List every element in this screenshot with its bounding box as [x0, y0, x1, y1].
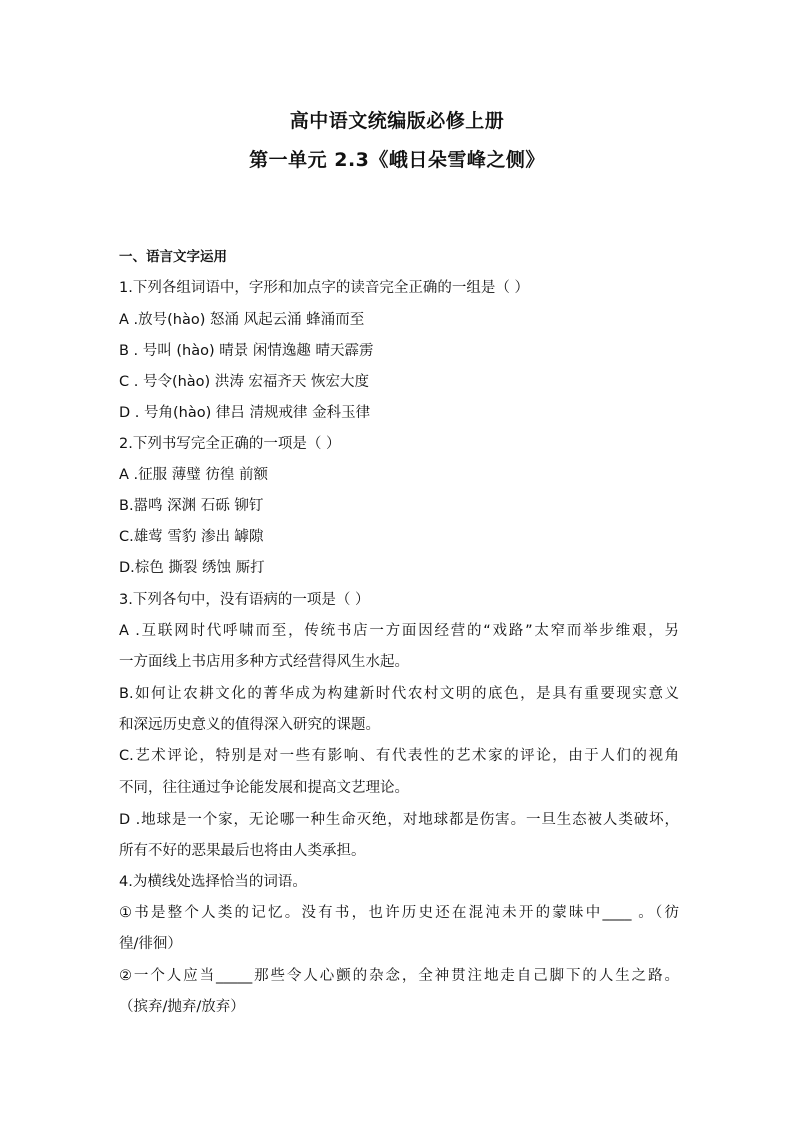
question-1-option-d: D . 号角(hào) 律吕 清规戒律 金科玉律: [119, 405, 371, 421]
question-1-option-b: B . 号叫 (hào) 晴景 闲情逸趣 晴天霹雳: [119, 343, 374, 359]
document-title: 高中语文统编版必修上册: [289, 110, 505, 132]
question-3-stem: 3.下列各句中，没有语病的一项是（ ）: [119, 592, 370, 608]
question-2-option-d: D.棕色 撕裂 绣蚀 厮打: [119, 560, 265, 576]
question-3-option-c-line2: 不同，往往通过争论能发展和提高文艺理论。: [119, 780, 409, 796]
question-2-option-c: C.雄莺 雪豹 渗出 罅隙: [119, 529, 264, 545]
question-3-option-b-line2: 和深远历史意义的值得深入研究的课题。: [119, 717, 380, 733]
question-3-option-b-line1: B.如何让农耕文化的菁华成为构建新时代农村文明的底色，是具有重要现实意义: [119, 686, 679, 702]
question-3-option-a-line1: A .互联网时代呼啸而至，传统书店一方面因经营的“戏路”太窄而举步维艰，另: [119, 623, 679, 639]
question-1-stem: 1.下列各组词语中，字形和加点字的读音完全正确的一组是（ ）: [119, 280, 529, 296]
question-2-option-b: B.嚣鸣 深渊 石砾 铆钉: [119, 498, 264, 514]
question-4-stem: 4.为横线处选择恰当的词语。: [119, 874, 307, 890]
question-2-option-a: A .征服 薄璧 彷徨 前额: [119, 467, 268, 483]
question-3-option-c-line1: C.艺术评论，特别是对一些有影响、有代表性的艺术家的评论，由于人们的视角: [119, 748, 679, 764]
question-3-option-d-line1: D .地球是一个家，无论哪一种生命灭绝，对地球都是伤害。一旦生态被人类破坏，: [119, 812, 679, 828]
question-4-item-2-line2: （摈弃/抛弃/放弃）: [119, 999, 245, 1015]
section-heading: 一、语言文字运用: [119, 249, 227, 265]
question-1-option-a: A .放号(hào) 怒涌 风起云涌 蜂涌而至: [119, 312, 365, 328]
question-4-item-1-line2: 徨/徘徊）: [119, 936, 182, 952]
document-subtitle: 第一单元 2.3《峨日朵雪峰之侧》: [249, 149, 545, 171]
question-3-option-d-line2: 所有不好的恶果最后也将由人类承担。: [119, 843, 366, 859]
question-1-option-c: C . 号令(hào) 洪涛 宏福齐天 恢宏大度: [119, 374, 370, 390]
question-3-option-a-line2: 一方面线上书店用多种方式经营得风生水起。: [119, 654, 409, 670]
question-4-item-1-line1: ①书是整个人类的记忆。没有书，也许历史还在混沌未开的蒙昧中____ 。（彷: [119, 905, 679, 921]
question-2-stem: 2.下列书写完全正确的一项是（ ）: [119, 436, 341, 452]
question-4-item-2-line1: ②一个人应当_____那些令人心颤的杂念，全神贯注地走自己脚下的人生之路。: [119, 968, 679, 984]
